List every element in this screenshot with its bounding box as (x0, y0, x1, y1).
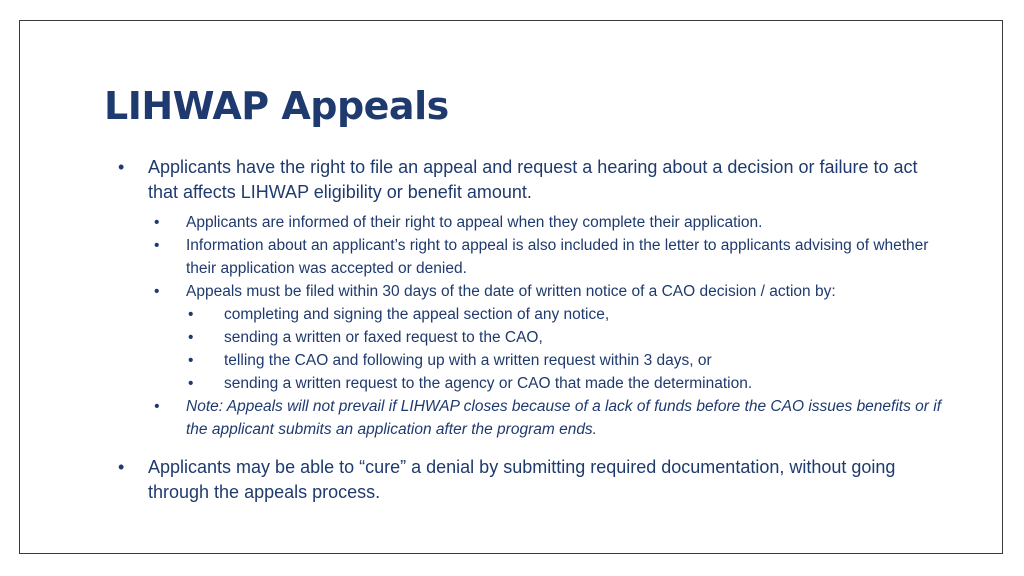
main-bullet-appeal-right (118, 155, 948, 441)
slide-content (118, 155, 948, 505)
main-bullet-cure-denial: • Applicants may be able to “cure” a denial by submitting required documentation, without going through the appeals process. (118, 455, 948, 505)
appeal-method-item: • sending a written request to the agency or CAO that made the determination. (186, 372, 948, 395)
main-bullet-text: Applicants have the right to file an appeal and request a hearing about a decision or failure to act that affects LIHWAP eligibility or benefit amount. (148, 157, 918, 202)
sub-bullet-note: • Note: Appeals will not prevail if LIHWAP closes because of a lack of funds before the CAO issues benefits or if the applicant submits an application after the program ends. (148, 395, 948, 441)
sub-bullet-informed: • Applicants are informed of their right to appeal when they complete their application. (148, 211, 948, 234)
appeal-methods-list (186, 303, 948, 395)
sub-bullet-letter: • Information about an applicant’s right to appeal is also included in the letter to applicants advising of whether their application was accepted or denied. (148, 234, 948, 280)
sub-bullet-deadline (148, 280, 948, 395)
main-bullet-list (118, 155, 948, 505)
appeal-method-item: • completing and signing the appeal section of any notice, (186, 303, 948, 326)
sub-bullet-list (148, 211, 948, 441)
appeal-method-item: • sending a written or faxed request to the CAO, (186, 326, 948, 349)
slide-title: LIHWAP Appeals (104, 84, 449, 128)
sub-bullet-text: Appeals must be filed within 30 days of the date of written notice of a CAO decision / action by: (186, 283, 836, 300)
appeal-method-item: • telling the CAO and following up with a written request within 3 days, or (186, 349, 948, 372)
